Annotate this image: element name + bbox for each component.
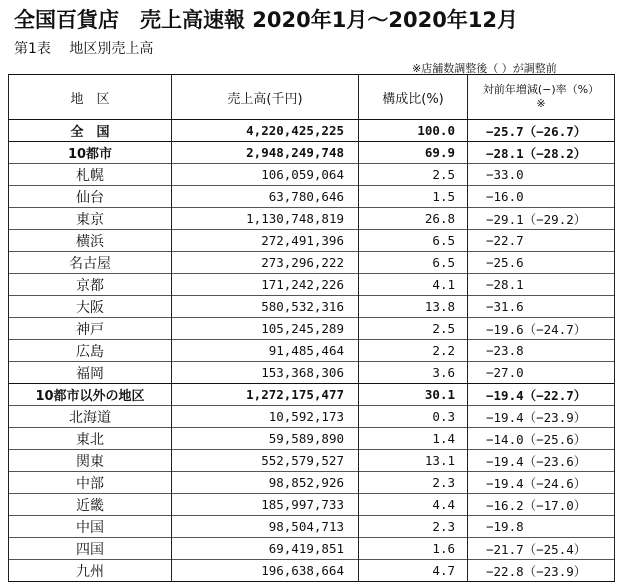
change-cell: −31.6 [468,296,615,318]
table-row [9,450,615,472]
share-cell: 69.9 [359,142,468,164]
change-cell: −25.6 [468,252,615,274]
adjustment-note: ※店舗数調整後（ ）が調整前 [412,62,557,75]
change-cell: −19.4（−23.6） [468,450,615,472]
share-cell: 2.5 [359,164,468,186]
share-cell: 1.5 [359,186,468,208]
region-cell: 名古屋 [9,252,172,274]
sales-cell: 273,296,222 [172,252,359,274]
change-cell: −29.1（−29.2） [468,208,615,230]
share-cell: 100.0 [359,120,468,142]
table-row [9,318,615,340]
region-cell: 広島 [9,340,172,362]
table-row [9,252,615,274]
share-cell: 4.1 [359,274,468,296]
region-cell: 大阪 [9,296,172,318]
sales-cell: 106,059,064 [172,164,359,186]
share-cell: 1.4 [359,428,468,450]
column-header-region: 地 区 [9,75,172,120]
share-cell: 2.3 [359,516,468,538]
table-row [9,230,615,252]
share-cell: 13.1 [359,450,468,472]
region-cell: 中国 [9,516,172,538]
share-cell: 2.5 [359,318,468,340]
sales-cell: 59,589,890 [172,428,359,450]
change-cell: −28.1 [468,274,615,296]
column-header-share: 構成比(%) [359,75,468,120]
table-row [9,494,615,516]
region-cell: 東北 [9,428,172,450]
share-cell: 6.5 [359,252,468,274]
table-row [9,142,615,164]
region-cell: 近畿 [9,494,172,516]
change-cell: −19.4（−22.7） [468,384,615,406]
table-row [9,186,615,208]
share-cell: 2.3 [359,472,468,494]
table-row [9,560,615,582]
table-row [9,296,615,318]
region-cell: 京都 [9,274,172,296]
share-cell: 30.1 [359,384,468,406]
region-cell: 九州 [9,560,172,582]
sales-cell: 552,579,527 [172,450,359,472]
share-cell: 0.3 [359,406,468,428]
sales-cell: 63,780,646 [172,186,359,208]
sales-cell: 105,245,289 [172,318,359,340]
region-cell: 札幌 [9,164,172,186]
table-row [9,384,615,406]
sales-cell: 91,485,464 [172,340,359,362]
table-row [9,120,615,142]
change-cell: −14.0（−25.6） [468,428,615,450]
region-cell: 神戸 [9,318,172,340]
region-cell: 四国 [9,538,172,560]
table-row [9,164,615,186]
share-cell: 26.8 [359,208,468,230]
change-cell: −27.0 [468,362,615,384]
change-cell: −19.4（−23.9） [468,406,615,428]
share-cell: 3.6 [359,362,468,384]
regional-sales-table [8,74,615,582]
region-cell: 横浜 [9,230,172,252]
sales-cell: 580,532,316 [172,296,359,318]
sales-cell: 69,419,851 [172,538,359,560]
sales-cell: 1,130,748,819 [172,208,359,230]
table-row [9,362,615,384]
change-cell: −19.8 [468,516,615,538]
change-cell: −22.8（−23.9） [468,560,615,582]
table-row [9,516,615,538]
change-cell: −16.2（−17.0） [468,494,615,516]
sales-cell: 98,852,926 [172,472,359,494]
table-row [9,472,615,494]
share-cell: 1.6 [359,538,468,560]
sales-cell: 4,220,425,225 [172,120,359,142]
table-row [9,274,615,296]
change-cell: −19.6（−24.7） [468,318,615,340]
table-row [9,406,615,428]
change-cell: −25.7（−26.7） [468,120,615,142]
share-cell: 6.5 [359,230,468,252]
table-row [9,428,615,450]
column-header-sales: 売上高(千円) [172,75,359,120]
region-cell: 仙台 [9,186,172,208]
change-cell: −33.0 [468,164,615,186]
column-header-change: 対前年増減(−)率（%） ※ [468,75,615,120]
share-cell: 4.4 [359,494,468,516]
table-caption: 第1表 地区別売上高 [14,41,154,57]
sales-cell: 153,368,306 [172,362,359,384]
sales-cell: 185,997,733 [172,494,359,516]
table-row [9,208,615,230]
sales-cell: 10,592,173 [172,406,359,428]
region-cell: 10都市以外の地区 [9,384,172,406]
change-cell: −28.1（−28.2） [468,142,615,164]
change-cell: −21.7（−25.4） [468,538,615,560]
page-title: 全国百貨店 売上高速報 2020年1月～2020年12月 [14,8,519,32]
sales-cell: 1,272,175,477 [172,384,359,406]
region-cell: 全 国 [9,120,172,142]
region-cell: 10都市 [9,142,172,164]
sales-cell: 171,242,226 [172,274,359,296]
sales-cell: 196,638,664 [172,560,359,582]
table-row [9,538,615,560]
sales-cell: 2,948,249,748 [172,142,359,164]
region-cell: 福岡 [9,362,172,384]
share-cell: 13.8 [359,296,468,318]
sales-cell: 98,504,713 [172,516,359,538]
share-cell: 2.2 [359,340,468,362]
change-cell: −22.7 [468,230,615,252]
sales-cell: 272,491,396 [172,230,359,252]
region-cell: 東京 [9,208,172,230]
change-cell: −16.0 [468,186,615,208]
region-cell: 中部 [9,472,172,494]
share-cell: 4.7 [359,560,468,582]
change-cell: −19.4（−24.6） [468,472,615,494]
change-cell: −23.8 [468,340,615,362]
region-cell: 北海道 [9,406,172,428]
region-cell: 関東 [9,450,172,472]
table-row [9,340,615,362]
table-header-row [9,75,615,120]
